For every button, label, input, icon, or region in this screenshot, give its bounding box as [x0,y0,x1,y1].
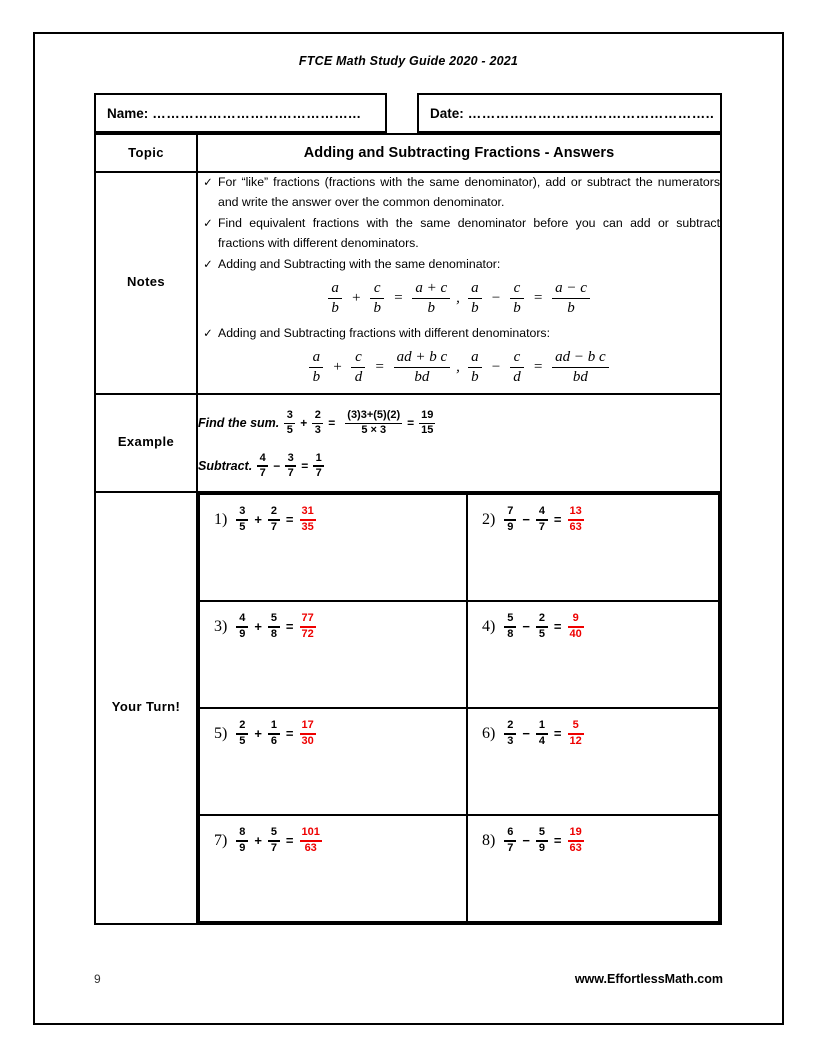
problem-number: 1) [214,510,228,528]
equals-sign: = [553,726,562,742]
denominator: b [373,299,381,316]
operator: + [254,833,262,849]
numerator: 1 [270,719,277,732]
denominator: 40 [569,628,582,641]
name-blank-line: ……………………………………... [152,105,362,121]
numerator: 3 [239,505,246,518]
fraction [536,506,548,533]
topic-label: Topic [95,134,197,172]
denominator: 8 [270,628,277,641]
denominator: b [427,299,435,316]
numerator: 5 [507,612,514,625]
numerator: a [471,348,479,365]
fraction [536,613,548,640]
denominator: 72 [301,628,314,641]
numerator: 1 [315,451,322,464]
denominator: 3 [507,735,514,748]
page-number: 9 [94,972,101,986]
numerator: 2 [538,612,545,625]
numerator: 1 [538,719,545,732]
numerator: c [355,348,362,365]
numerator: ad − b c [555,348,606,365]
problem-number: 2) [482,510,496,528]
problem-cell[interactable] [199,494,467,601]
problem-number: 4) [482,617,496,635]
example-item [198,453,720,479]
example-item [198,410,720,436]
answer-fraction [300,506,316,534]
denominator: 9 [538,842,545,855]
numerator: 9 [572,611,579,624]
denominator: 35 [301,521,314,534]
numerator: 2 [270,505,277,518]
formula-different-denominator [198,350,720,386]
website-link[interactable]: www.EffortlessMath.com [574,972,723,986]
denominator: b [567,299,575,316]
answer-fraction [300,720,316,748]
denominator: d [513,368,521,385]
name-label: Name: [107,105,149,121]
operator: − [522,726,530,742]
denominator: bd [572,368,588,385]
fraction [285,453,296,479]
fraction [504,506,516,533]
fraction [236,613,248,640]
denominator: 5 [239,735,246,748]
note-bullet [198,214,720,254]
example-content [197,394,721,492]
operator: − [522,619,530,635]
notes-row [95,172,721,394]
denominator: 5 [538,628,545,641]
operator: + [300,416,308,431]
denominator: 5 [286,424,293,437]
note-text: For “like” fractions (fractions with the same denominator), add or subtract the numerators and write the answer over the common denominator. [218,175,720,209]
answer-fraction [568,720,584,748]
denominator: 9 [507,521,514,534]
numerator: a + c [415,279,448,296]
your-turn-row [95,492,721,924]
numerator: 5 [270,612,277,625]
example-expression [282,410,437,436]
problem-cell[interactable] [467,708,719,815]
numerator: 77 [301,611,314,624]
denominator: 30 [301,735,314,748]
numerator: 2 [507,719,514,732]
problem-row [199,494,719,601]
denominator: 5 × 3 [361,424,387,437]
numerator: 2 [314,409,321,422]
fraction [351,350,365,386]
equals-sign: = [285,619,294,635]
denominator: 7 [315,466,322,479]
problem-number: 8) [482,831,496,849]
note-text: Find equivalent fractions with the same denominator before you can add or subtract fractions with different denominators. [218,215,720,250]
fraction [504,613,516,640]
example-row [95,394,721,492]
fraction [468,281,482,317]
equals-sign: = [553,512,562,528]
notes-label: Notes [95,172,197,394]
problem-cell[interactable] [467,601,719,708]
worksheet-table [94,133,722,925]
problem-expression [482,506,718,534]
check-icon: ✓ [203,327,213,340]
problem-expression [214,827,466,855]
problem-cell[interactable] [199,708,467,815]
answer-fraction [300,613,316,641]
problem-expression [482,827,718,855]
numerator: 5 [270,826,277,839]
problem-number: 6) [482,724,496,742]
operator: + [254,512,262,528]
fraction [504,827,516,854]
equals-sign: = [533,290,544,307]
numerator: 4 [239,612,246,625]
denominator: 7 [287,466,294,479]
example-prompt: Subtract. [198,458,253,473]
equals-sign: = [328,416,336,431]
equals-sign: = [553,619,562,635]
equals-sign: = [374,359,385,376]
equals-sign: = [407,416,415,431]
fraction [309,350,323,386]
numerator: 101 [301,825,320,838]
denominator: 5 [239,521,246,534]
fraction [345,410,402,436]
check-icon: ✓ [203,217,213,230]
fraction [510,350,524,386]
numerator: a − c [555,279,587,296]
fraction [394,350,451,386]
numerator: 3 [287,451,294,464]
equals-sign: = [533,359,544,376]
topic-title: Adding and Subtracting Fractions - Answers [197,134,721,172]
comma: , [456,290,460,307]
fraction [268,720,280,747]
date-label: Date: [430,105,464,121]
date-blank-line: …………………………………………….. [467,105,715,121]
numerator: 3 [286,409,293,422]
problem-cell[interactable] [467,815,719,922]
denominator: 9 [239,842,246,855]
equals-sign: = [285,726,294,742]
problem-cell[interactable] [467,494,719,601]
page-footer [94,972,723,990]
problems-grid [198,493,720,923]
denominator: b [471,368,479,385]
worksheet-page [33,32,784,1025]
numerator: c [513,279,521,296]
fraction [370,281,384,317]
notes-content [197,172,721,394]
numerator: a [331,279,339,296]
operator: + [351,290,362,307]
fraction [312,410,323,436]
denominator: 4 [538,735,545,748]
fraction [236,720,248,747]
problem-expression [482,613,718,641]
problem-cell[interactable] [199,601,467,708]
numerator: a [312,348,321,365]
fraction [504,720,516,747]
fraction [236,506,248,533]
fraction [268,613,280,640]
numerator: ad + b c [396,348,448,365]
denominator: 63 [569,521,582,534]
fraction [328,281,342,317]
operator: + [254,619,262,635]
name-date-row [94,93,722,133]
operator: + [254,726,262,742]
fraction [313,453,324,479]
numerator: 2 [239,719,246,732]
denominator: b [312,368,321,385]
denominator: 7 [270,521,277,534]
denominator: 3 [314,424,321,437]
check-icon: ✓ [203,258,213,271]
numerator: 5 [572,718,579,731]
numerator: 4 [538,505,545,518]
problem-row [199,708,719,815]
example-expression [255,453,326,479]
denominator: 8 [507,628,514,641]
operator: − [522,833,530,849]
note-bullet [198,324,720,344]
numerator: 13 [569,504,582,517]
numerator: 17 [301,718,314,731]
denominator: b [513,299,521,316]
operator: − [273,458,281,473]
your-turn-content [197,492,721,924]
your-turn-label-text: Your Turn! [111,699,181,715]
document-header-title: FTCE Math Study Guide 2020 - 2021 [298,54,519,68]
problem-number: 3) [214,617,228,635]
name-field-box[interactable] [94,93,387,133]
operator: − [522,512,530,528]
answer-fraction [568,613,584,641]
denominator: 7 [259,466,266,479]
your-turn-label [95,492,197,924]
problem-number: 5) [214,724,228,742]
fraction [257,453,268,479]
operator: − [490,359,501,376]
note-text: Adding and Subtracting fractions with different denominators: [218,325,550,340]
topic-row [95,134,721,172]
problem-expression [214,506,466,534]
equals-sign: = [301,458,309,473]
note-bullet [198,173,720,213]
formula-same-denominator [198,281,720,317]
denominator: 9 [239,628,246,641]
numerator: a [471,279,479,296]
fraction [552,281,590,317]
denominator: 12 [569,735,582,748]
denominator: 63 [304,842,317,855]
comma: , [456,359,460,376]
problem-cell[interactable] [199,815,467,922]
fraction [236,827,248,854]
equals-sign: = [553,833,562,849]
numerator: 5 [538,826,545,839]
operator: − [490,290,501,307]
problem-row [199,601,719,708]
example-label: Example [95,394,197,492]
numerator: 8 [239,826,246,839]
fraction [510,281,524,317]
equals-sign: = [393,290,404,307]
note-bullet [198,255,720,275]
date-field-box[interactable] [417,93,722,133]
equals-sign: = [285,833,294,849]
problem-number: 7) [214,831,228,849]
fraction [268,506,280,533]
numerator: (3)3+(5)(2) [347,409,401,422]
denominator: 15 [421,424,434,437]
numerator: 19 [421,409,434,422]
denominator: bd [414,368,430,385]
numerator: c [513,348,521,365]
fraction [268,827,280,854]
numerator: 19 [569,825,582,838]
numerator: 7 [507,505,514,518]
fraction [412,281,450,317]
fraction [552,350,609,386]
fraction [284,410,295,436]
denominator: 6 [270,735,277,748]
fraction [419,410,435,436]
note-text: Adding and Subtracting with the same denominator: [218,256,501,271]
check-icon: ✓ [203,177,213,189]
numerator: 6 [507,826,514,839]
fraction [536,720,548,747]
numerator: 31 [301,504,314,517]
equals-sign: = [285,512,294,528]
problem-expression [214,613,466,641]
denominator: 7 [507,842,514,855]
denominator: 63 [569,842,582,855]
operator: + [332,359,343,376]
numerator: c [373,279,381,296]
numerator: 4 [259,451,266,464]
answer-fraction [568,506,584,534]
denominator: 7 [270,842,277,855]
denominator: d [354,368,363,385]
answer-fraction [568,827,584,855]
answer-fraction [300,827,322,855]
problem-expression [482,720,718,748]
denominator: b [331,299,339,316]
problem-expression [214,720,466,748]
denominator: b [471,299,479,316]
example-prompt: Find the sum. [198,416,280,431]
fraction [536,827,548,854]
problem-row [199,815,719,922]
fraction [468,350,482,386]
denominator: 7 [538,521,545,534]
